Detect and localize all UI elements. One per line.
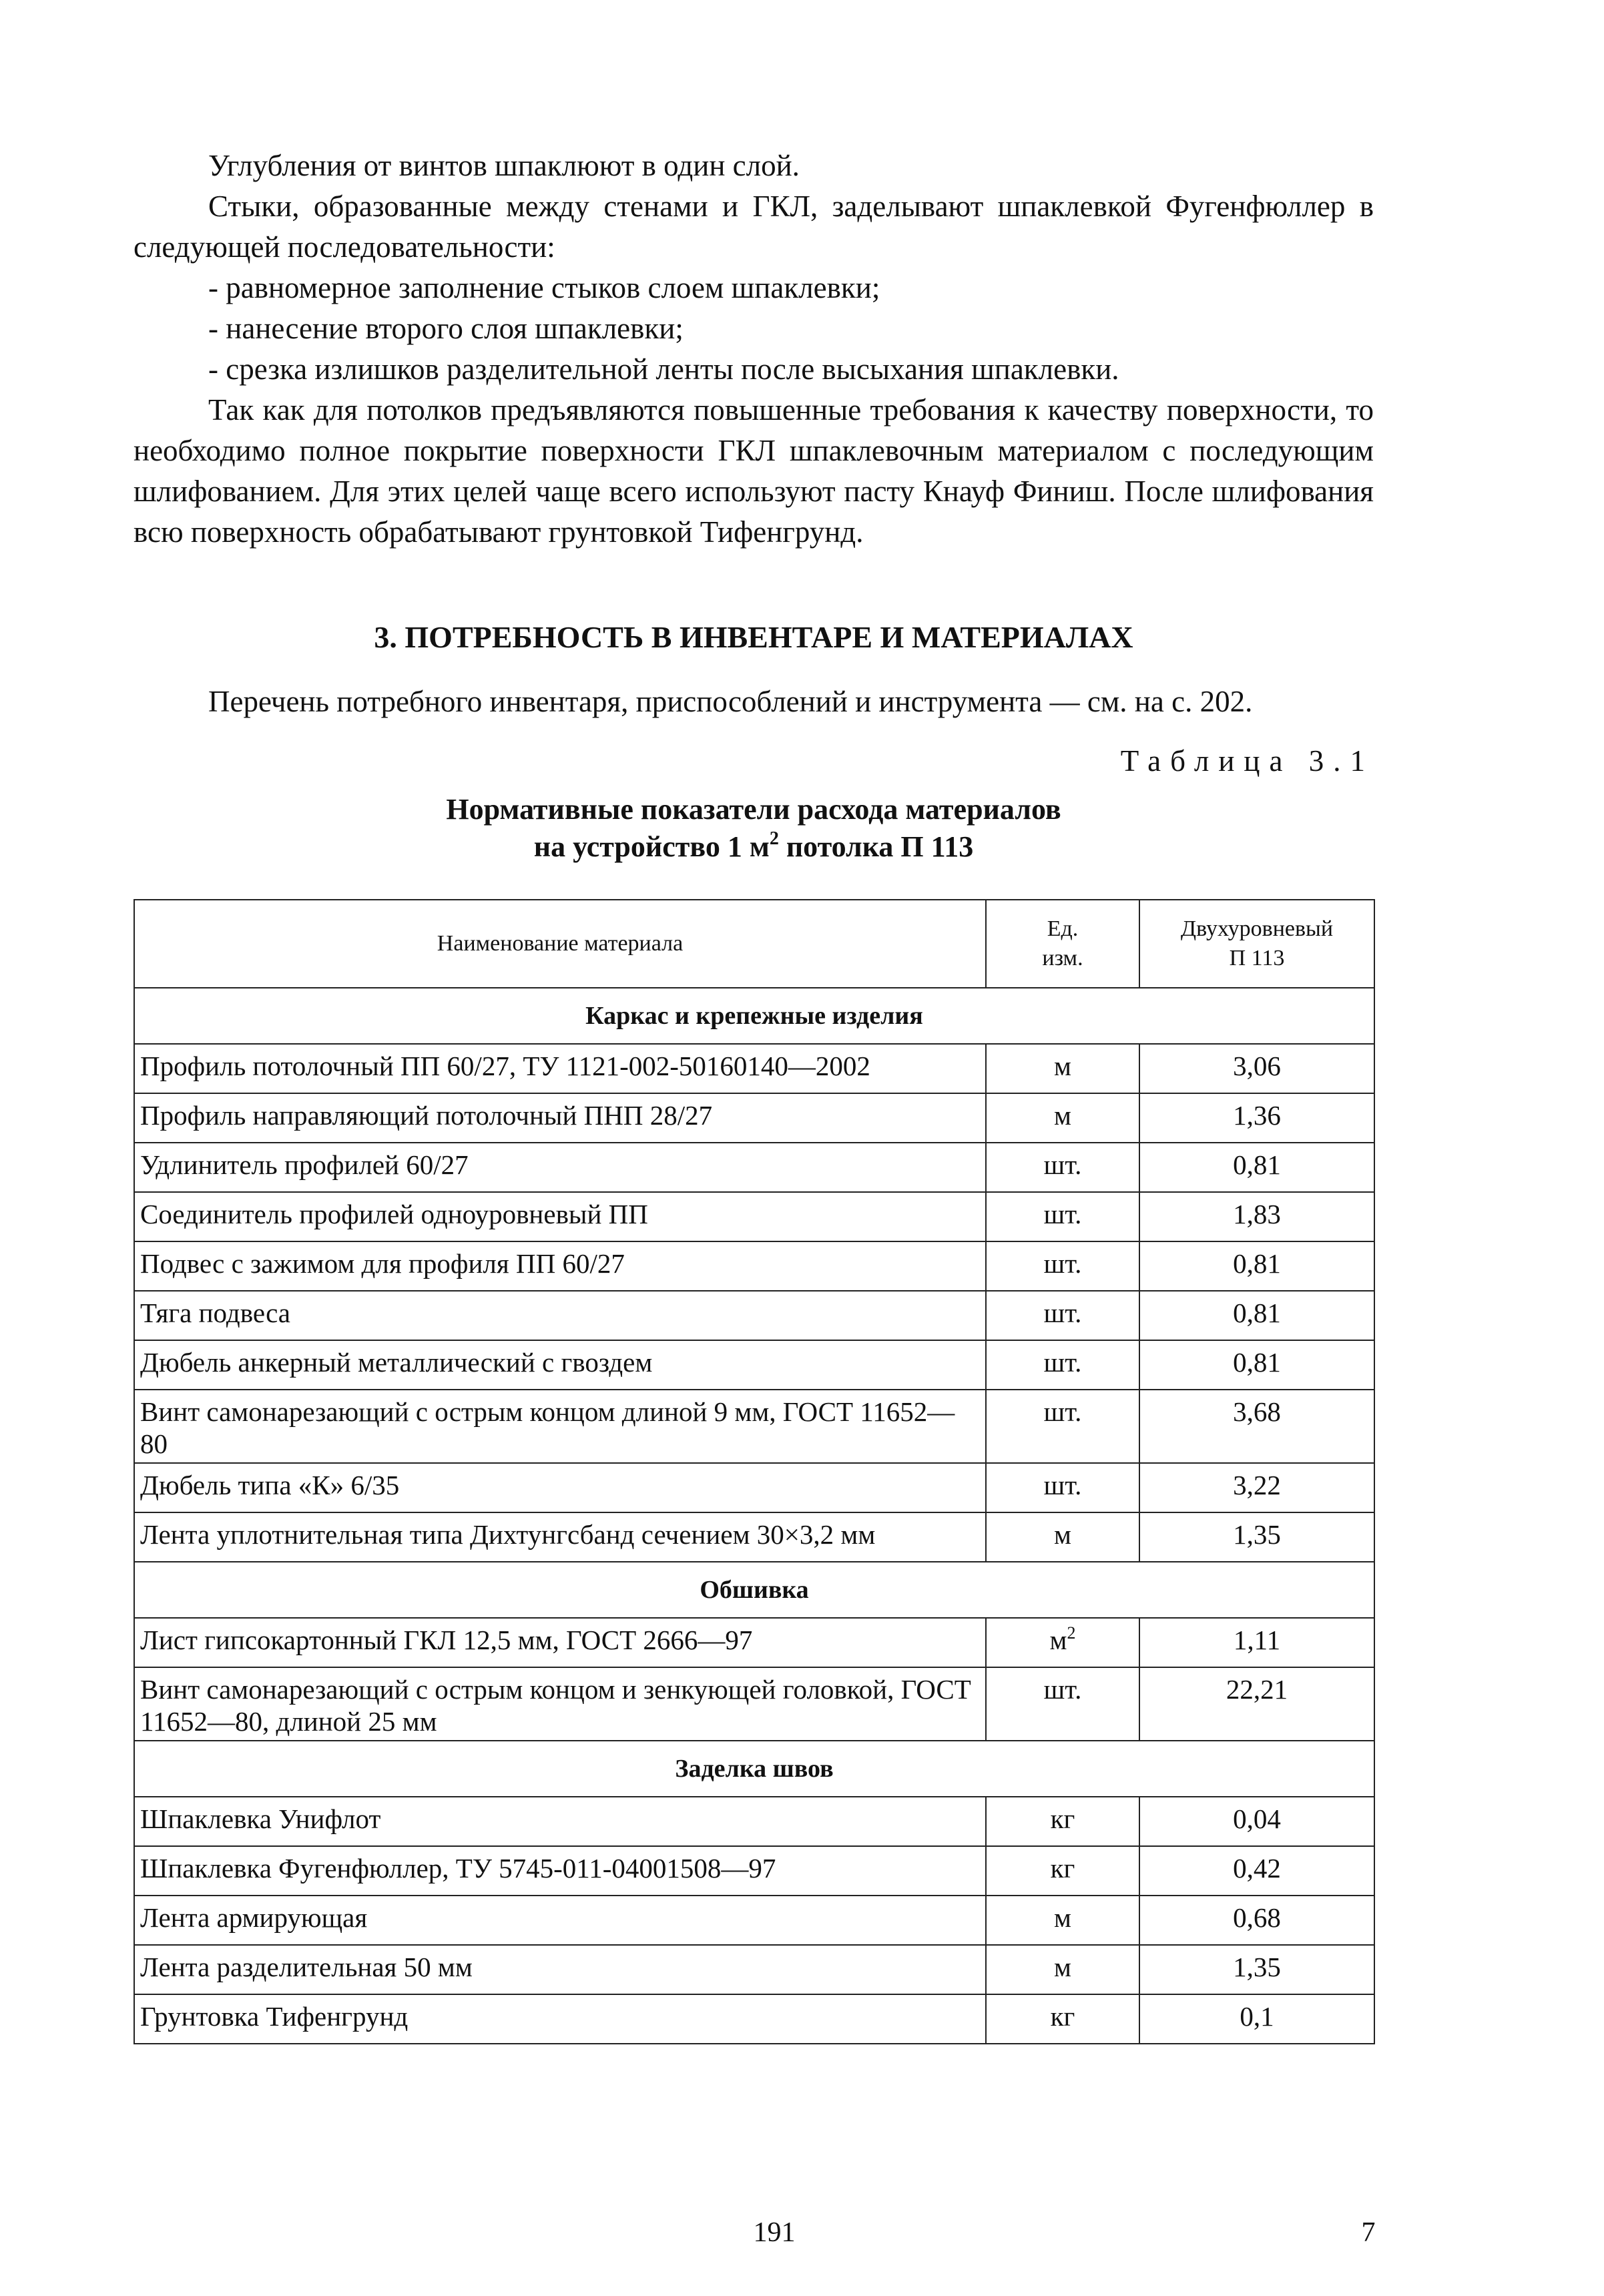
table-row [134, 1846, 1374, 1896]
unit-cell [986, 1044, 1139, 1093]
unit-cell [986, 1340, 1139, 1390]
value-cell: 0,1 [1139, 1994, 1374, 2044]
unit-superscript: 2 [1067, 1623, 1076, 1643]
value-cell: 0,68 [1139, 1896, 1374, 1945]
table-body [134, 988, 1374, 2044]
value-cell: 3,22 [1139, 1463, 1374, 1512]
page-number: 191 [753, 2217, 796, 2248]
table-row [134, 1896, 1374, 1945]
unit-cell [986, 1667, 1139, 1741]
unit-text: шт. [1043, 1199, 1082, 1229]
group-title: Заделка швов [134, 1741, 1374, 1797]
material-name-cell: Грунтовка Тифенгрунд [134, 1994, 986, 2044]
paragraph: Так как для потолков предъявляются повышенные требования к качеству поверхности, то необходимо полное покрытие поверхности ГКЛ шпаклевочным материалом с последующим шлифованием. Для этих целей чаще всего используют пасту Кнауф Финиш. После шлифования всю поверхность обрабатывают грунтовкой Тифенгрунд. [133, 393, 1374, 549]
value-cell: 3,06 [1139, 1044, 1374, 1093]
paragraph: Стыки, образованные между стенами и ГКЛ, заделывают шпаклевкой Фугенфюллер в следующей последовательности: [133, 190, 1374, 264]
unit-cell [986, 1463, 1139, 1512]
header-value-line: Двухуровневый [1180, 916, 1334, 941]
unit-text: кг [1050, 2001, 1075, 2032]
group-title: Обшивка [134, 1562, 1374, 1618]
unit-cell [986, 1994, 1139, 2044]
list-item: - нанесение второго слоя шпаклевки; [208, 312, 684, 345]
material-name-cell: Лист гипсокартонный ГКЛ 12,5 мм, ГОСТ 2666—97 [134, 1618, 986, 1667]
value-cell: 0,42 [1139, 1846, 1374, 1896]
unit-cell [986, 1241, 1139, 1291]
corner-number: 7 [1361, 2217, 1376, 2248]
unit-text: шт. [1043, 1674, 1082, 1705]
value-cell: 0,81 [1139, 1241, 1374, 1291]
header-unit-line: Ед. [1047, 916, 1079, 941]
table-row [134, 1390, 1374, 1463]
table-title-line: Нормативные показатели расхода материалов [446, 793, 1061, 826]
unit-cell [986, 1618, 1139, 1667]
table-label: Таблица 3.1 [1120, 744, 1374, 778]
table-title [133, 791, 1374, 866]
value-cell: 0,81 [1139, 1340, 1374, 1390]
material-name-cell: Дюбель типа «К» 6/35 [134, 1463, 986, 1512]
list-item: - срезка излишков разделительной ленты после высыхания шпаклевки. [208, 352, 1119, 386]
table-row [134, 1044, 1374, 1093]
unit-text: шт. [1043, 1149, 1082, 1180]
header-value-line: П 113 [1229, 946, 1285, 970]
table-row [134, 1093, 1374, 1143]
table-header-row [134, 900, 1374, 988]
unit-text: шт. [1043, 1347, 1082, 1378]
list-item: - равномерное заполнение стыков слоем шпаклевки; [208, 271, 880, 304]
table-row [134, 1463, 1374, 1512]
material-name-cell: Шпаклевка Унифлот [134, 1797, 986, 1846]
header-unit [986, 900, 1139, 988]
table-row [134, 1192, 1374, 1241]
value-cell: 22,21 [1139, 1667, 1374, 1741]
section-heading: 3. ПОТРЕБНОСТЬ В ИНВЕНТАРЕ И МАТЕРИАЛАХ [374, 620, 1133, 654]
unit-text: м [1054, 1100, 1071, 1131]
material-name-cell: Удлинитель профилей 60/27 [134, 1143, 986, 1192]
table-row [134, 1797, 1374, 1846]
table-row [134, 1340, 1374, 1390]
table-row [134, 1512, 1374, 1562]
value-cell: 0,81 [1139, 1143, 1374, 1192]
table-row [134, 1143, 1374, 1192]
table-row [134, 1667, 1374, 1741]
unit-cell [986, 1192, 1139, 1241]
value-cell: 1,35 [1139, 1512, 1374, 1562]
unit-text: м [1054, 1952, 1071, 1982]
material-name-cell: Подвес с зажимом для профиля ПП 60/27 [134, 1241, 986, 1291]
unit-text: кг [1050, 1803, 1075, 1834]
unit-text: шт. [1043, 1396, 1082, 1427]
header-value [1139, 900, 1374, 988]
unit-cell [986, 1945, 1139, 1994]
material-name-cell: Лента разделительная 50 мм [134, 1945, 986, 1994]
body-text [133, 146, 1374, 553]
material-name-cell: Соединитель профилей одноуровневый ПП [134, 1192, 986, 1241]
unit-cell [986, 1390, 1139, 1463]
value-cell: 0,04 [1139, 1797, 1374, 1846]
table-row [134, 1291, 1374, 1340]
table-row [134, 1994, 1374, 2044]
table-title-text: на устройство 1 м [533, 830, 770, 863]
unit-cell [986, 1093, 1139, 1143]
unit-text: кг [1050, 1853, 1075, 1884]
material-name-cell: Винт самонарезающий с острым концом и зенкующей головкой, ГОСТ 11652—80, длиной 25 мм [134, 1667, 986, 1741]
material-name-cell: Дюбель анкерный металлический с гвоздем [134, 1340, 986, 1390]
unit-text: шт. [1043, 1298, 1082, 1328]
table-row [134, 1945, 1374, 1994]
unit-text: м [1054, 1051, 1071, 1081]
table-group-row [134, 1741, 1374, 1797]
unit-cell [986, 1143, 1139, 1192]
unit-text: м [1054, 1902, 1071, 1933]
header-name: Наименование материала [134, 900, 986, 988]
unit-cell [986, 1512, 1139, 1562]
value-cell: 1,35 [1139, 1945, 1374, 1994]
paragraph: Углубления от винтов шпаклюют в один слой. [208, 149, 800, 182]
table-title-text: потолка П 113 [778, 830, 974, 863]
reference-note: Перечень потребного инвентаря, приспособлений и инструмента — см. на с. 202. [208, 685, 1253, 718]
table-row [134, 1241, 1374, 1291]
unit-text: шт. [1043, 1470, 1082, 1500]
material-name-cell: Лента уплотнительная типа Дихтунгсбанд сечением 30×3,2 мм [134, 1512, 986, 1562]
material-name-cell: Шпаклевка Фугенфюллер, ТУ 5745-011-04001508—97 [134, 1846, 986, 1896]
table-title-superscript: 2 [769, 828, 779, 849]
value-cell: 1,83 [1139, 1192, 1374, 1241]
material-name-cell: Винт самонарезающий с острым концом длиной 9 мм, ГОСТ 11652—80 [134, 1390, 986, 1463]
unit-cell [986, 1797, 1139, 1846]
table-group-row [134, 988, 1374, 1044]
material-name-cell: Профиль направляющий потолочный ПНП 28/27 [134, 1093, 986, 1143]
material-name-cell: Тяга подвеса [134, 1291, 986, 1340]
unit-text: м [1049, 1625, 1067, 1655]
unit-cell [986, 1896, 1139, 1945]
group-title: Каркас и крепежные изделия [134, 988, 1374, 1044]
table-title-line [133, 828, 1374, 866]
unit-text: м [1054, 1519, 1071, 1550]
unit-text: шт. [1043, 1248, 1082, 1279]
value-cell: 3,68 [1139, 1390, 1374, 1463]
header-unit-line: изм. [1042, 946, 1083, 970]
material-name-cell: Лента армирующая [134, 1896, 986, 1945]
value-cell: 0,81 [1139, 1291, 1374, 1340]
material-name-cell: Профиль потолочный ПП 60/27, ТУ 1121-002-50160140—2002 [134, 1044, 986, 1093]
unit-cell [986, 1846, 1139, 1896]
value-cell: 1,11 [1139, 1618, 1374, 1667]
table-row [134, 1618, 1374, 1667]
materials-table [133, 899, 1375, 2044]
unit-cell [986, 1291, 1139, 1340]
value-cell: 1,36 [1139, 1093, 1374, 1143]
table-group-row [134, 1562, 1374, 1618]
